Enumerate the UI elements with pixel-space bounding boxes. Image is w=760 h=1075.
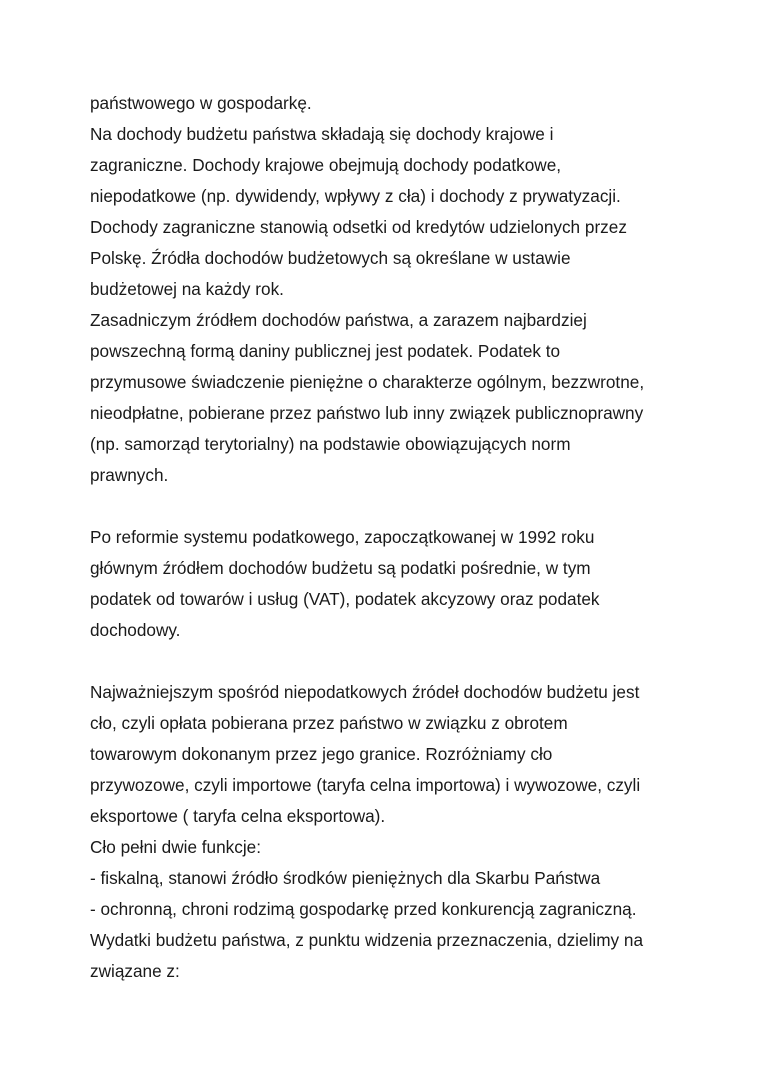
paragraph-gap <box>90 646 690 677</box>
text-line: państwowego w gospodarkę. <box>90 93 312 113</box>
text-line: Najważniejszym spośród niepodatkowych źródeł dochodów budżetu jest <box>90 682 640 702</box>
text-line: prawnych. <box>90 465 169 485</box>
text-line: przywozowe, czyli importowe (taryfa celna importowa) i wywozowe, czyli <box>90 775 641 795</box>
text-line: Polskę. Źródła dochodów budżetowych są określane w ustawie <box>90 248 571 268</box>
text-line: Zasadniczym źródłem dochodów państwa, a zarazem najbardziej <box>90 310 587 330</box>
text-line: związane z: <box>90 961 180 981</box>
text-line: Cło pełni dwie funkcje: <box>90 837 262 857</box>
text-line: powszechną formą daniny publicznej jest podatek. Podatek to <box>90 341 561 361</box>
text-line: - fiskalną, stanowi źródło środków pieniężnych dla Skarbu Państwa <box>90 868 601 888</box>
text-line: cło, czyli opłata pobierana przez państwo w związku z obrotem <box>90 713 568 733</box>
text-line: głównym źródłem dochodów budżetu są podatki pośrednie, w tym <box>90 558 591 578</box>
text-line: niepodatkowe (np. dywidendy, wpływy z cła) i dochody z prywatyzacji. <box>90 186 621 206</box>
text-line: towarowym dokonanym przez jego granice. Rozróżniamy cło <box>90 744 553 764</box>
paragraph-gap <box>90 491 690 522</box>
document-text <box>90 88 690 987</box>
text-line: Na dochody budżetu państwa składają się dochody krajowe i <box>90 124 554 144</box>
text-line: Dochody zagraniczne stanowią odsetki od kredytów udzielonych przez <box>90 217 627 237</box>
text-line: zagraniczne. Dochody krajowe obejmują dochody podatkowe, <box>90 155 562 175</box>
text-line: Wydatki budżetu państwa, z punktu widzenia przeznaczenia, dzielimy na <box>90 930 644 950</box>
text-line: dochodowy. <box>90 620 181 640</box>
text-line: przymusowe świadczenie pieniężne o charakterze ogólnym, bezzwrotne, <box>90 372 645 392</box>
text-line: eksportowe ( taryfa celna eksportowa). <box>90 806 386 826</box>
text-line: (np. samorząd terytorialny) na podstawie obowiązujących norm <box>90 434 571 454</box>
text-line: nieodpłatne, pobierane przez państwo lub inny związek publicznoprawny <box>90 403 644 423</box>
text-line: Po reformie systemu podatkowego, zapoczątkowanej w 1992 roku <box>90 527 595 547</box>
text-line: budżetowej na każdy rok. <box>90 279 284 299</box>
text-line: - ochronną, chroni rodzimą gospodarkę przed konkurencją zagraniczną. <box>90 899 637 919</box>
text-line: podatek od towarów i usług (VAT), podatek akcyzowy oraz podatek <box>90 589 600 609</box>
